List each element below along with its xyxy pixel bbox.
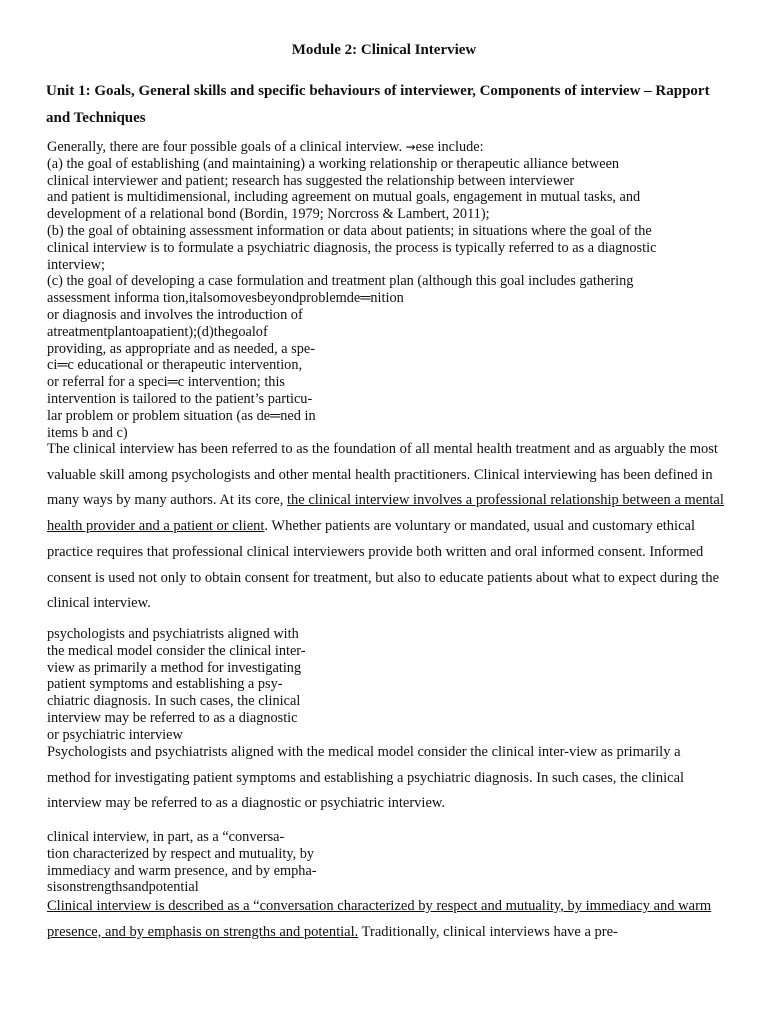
module-title: Module 2: Clinical Interview [291,42,477,58]
medical-model-line: or psychiatric interview [47,726,183,743]
unit-heading: Unit 1: Goals, General skills and specific behaviours of interviewer, Components of interview – Rapport and Techniques [46,83,710,126]
goals-line: and patient is multidimensional, including agreement on mutual goals, engagement in mutual tasks, and [47,189,641,206]
goals-line: atreatmentplantoapatient);(d)thegoalof [47,323,268,340]
goals-line: or diagnosis and involves the introduction of [47,306,303,323]
goals-intro-line [47,139,656,156]
foundation-text: The clinical interview has been referred to as the foundation of all mental health treatment and as arguably the most valuable skill among psychologists and other mental health practitioners. Clinical interviewing has been defined in many ways by many authors. At its core, [47,441,718,509]
medical-model-line: chiatric diagnosis. In such cases, the clinical [47,693,301,710]
medical-model-line: psychologists and psychiatrists aligned with [47,626,299,642]
goals-line: lar problem or problem situation (as de═ned in [47,407,316,424]
goals-line: clinical interviewer and patient; research has suggested the relationship between interviewer [47,172,575,189]
medical-model-line: patient symptoms and establishing a psy- [47,676,283,693]
conversation-text-end: Traditionally, clinical interviews have a pre- [358,923,618,940]
conversation-line: tion characterized by respect and mutuality, by [47,845,315,862]
foundation-text-end: . Whether patients are voluntary or mandated, usual and customary ethical practice requires that professional clinical interviewers provide both written and oral informed consent. Informed consent is used not only to obtain consent for treatment, but also to educate patients about what to expect during the clinical interview. [47,518,720,612]
medical-model-line: the medical model consider the clinical inter- [47,642,306,659]
goals-line: (c) the goal of developing a case formulation and treatment plan (although this goal includes gathering [47,273,634,290]
goals-line: (a) the goal of establishing (and maintaining) a working relationship or therapeutic alliance between [47,155,620,172]
goals-line: (b) the goal of obtaining assessment information or data about patients; in situations where the goal of the [47,222,652,239]
conversation-line: immediacy and warm presence, and by empha- [47,862,317,879]
conversation-underlined-text: Clinical interview is described as a “conversation characterized by respect and mutuality, by immediacy and warm presence, and by emphasis on strengths and potential. [47,898,712,940]
goals-intro-text: Generally, there are four possible goals of a clinical interview. [47,139,406,155]
foundation-underlined-text: the clinical interview involves a professional relationship between a mental health provider and a patient or client [47,492,724,535]
conversation-paragraph [47,894,727,945]
goals-line: or referral for a speci═c intervention; this [47,374,285,391]
goals-line: development of a relational bond (Bordin, 1979; Norcross & Lambert, 2011); [47,206,490,223]
medical-model-line: interview may be referred to as a diagnostic [47,709,298,726]
goals-line: providing, as appropriate and as needed, a spe- [47,340,315,357]
goals-line: interview; [47,256,105,273]
goals-line: clinical interview is to formulate a psychiatric diagnosis, the process is typically referred to as a diagnostic [47,239,657,256]
ligature-glyph-icon: ⇝ [405,140,416,154]
medical-model-line: view as primarily a method for investigating [47,659,302,676]
medical-model-paragraph: Psychologists and psychiatrists aligned with the medical model consider the clinical inter-view as primarily a method for investigating patient symptoms and establishing a psychiatric diagnosis. In such cases, the clinical interview may be referred to as a diagnostic or psychiatric interview. [47,744,685,812]
medical-model-block [47,626,306,744]
goals-line: assessment informa tion,italsomovesbeyondproblemde═nition [47,290,404,307]
goals-line: items b and c) [47,424,128,441]
conversation-block [47,829,317,896]
goals-block [47,139,656,441]
goals-line: intervention is tailored to the patient’s particu- [47,390,313,407]
goals-line: ci═c educational or therapeutic intervention, [47,357,303,374]
conversation-line: clinical interview, in part, as a “conversa- [47,829,285,845]
foundation-paragraph [47,437,727,617]
conversation-line: sisonstrengthsandpotential [47,879,199,896]
goals-intro-continuation: ese include: [415,139,484,155]
